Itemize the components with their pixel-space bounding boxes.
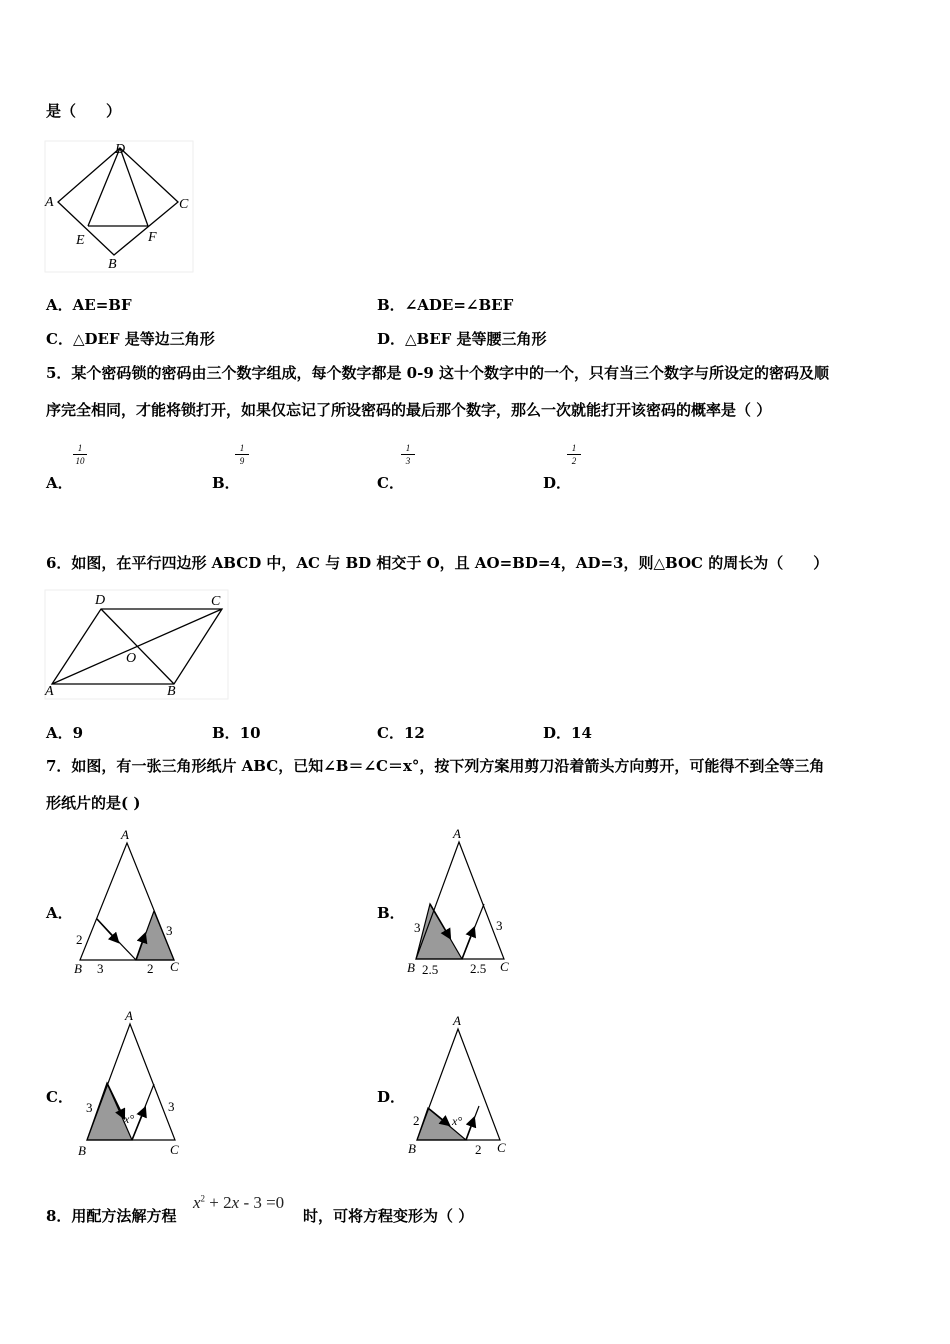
q5-fraction-b <box>235 443 249 466</box>
q4-figure <box>44 140 196 274</box>
label-side-ac: 3 <box>166 923 173 938</box>
numerator: 1 <box>571 443 577 453</box>
numerator: 1 <box>239 443 245 453</box>
q5-stem-line1: 5．某个密码锁的密码由三个数字组成，每个数字都是 0-9 这十个数字中的一个，只有当三个数字与所设定的密码及顺 <box>46 364 829 382</box>
option-letter: C． <box>46 330 73 348</box>
label-seg-2: 2 <box>147 961 154 976</box>
label-vertex-c: C <box>497 1140 506 1155</box>
option-text: 9 <box>72 724 84 742</box>
q7-figure-c <box>72 1006 192 1162</box>
q5-fraction-d <box>567 443 581 466</box>
q8-suffix: 时，可将方程变形为（ ） <box>303 1207 474 1225</box>
q4-label-e: E <box>76 233 85 248</box>
q6-figure <box>44 589 230 701</box>
q6-label-o: O <box>126 651 137 666</box>
q6-option-d[interactable] <box>543 722 592 743</box>
q6-option-a[interactable] <box>46 722 83 743</box>
label-seg-1: 2.5 <box>422 962 439 977</box>
q7-option-a[interactable]: A． <box>46 904 73 922</box>
label-side-ab: 3 <box>86 1100 93 1115</box>
label-seg: 2 <box>475 1142 482 1157</box>
q7-option-c[interactable]: C． <box>46 1088 73 1106</box>
label-vertex-c: C <box>500 959 509 974</box>
q5-stem-line2: 序完全相同，才能将锁打开，如果仅忘记了所设密码的最后那个数字，那么一次就能打开该密码的概率是（ ） <box>46 401 772 419</box>
q5-option-a[interactable]: A． <box>46 474 73 492</box>
label-vertex-c: C <box>170 1142 179 1157</box>
denominator: 9 <box>239 456 245 466</box>
label-vertex-a: A <box>453 1013 461 1028</box>
denominator: 3 <box>405 456 411 466</box>
label-vertex-b: B <box>74 961 82 976</box>
option-letter: C． <box>377 724 404 742</box>
option-text: 10 <box>239 724 261 742</box>
numerator: 1 <box>405 443 411 453</box>
eq-plus-two: + 2 <box>209 1193 232 1212</box>
label-side-ac: 3 <box>168 1099 175 1114</box>
label-seg-1: 3 <box>97 961 104 976</box>
q6-option-c[interactable] <box>377 722 425 743</box>
label-side-ac: 3 <box>496 918 503 933</box>
q4-option-c[interactable] <box>46 328 215 349</box>
label-angle-x: x° <box>452 1114 463 1128</box>
q8-prefix: 8．用配方法解方程 <box>46 1207 177 1225</box>
label-seg-2: 2.5 <box>470 961 487 976</box>
q7-figure-d <box>403 1012 523 1162</box>
eq-var-x: x <box>193 1193 201 1212</box>
q7-option-d[interactable]: D． <box>377 1088 406 1106</box>
label-vertex-a: A <box>121 827 129 842</box>
eq-tail: - 3 =0 <box>243 1193 285 1212</box>
option-text: △DEF 是等边三角形 <box>72 330 215 348</box>
q4-option-d[interactable] <box>377 328 547 349</box>
eq-var-x2: x <box>231 1193 240 1212</box>
option-letter: A． <box>46 724 73 742</box>
option-letter: B． <box>212 724 240 742</box>
q6-label-d: D <box>95 593 106 608</box>
numerator: 1 <box>77 443 83 453</box>
q4-stem-tail: 是（ ） <box>46 102 122 120</box>
q5-fraction-c <box>401 443 415 466</box>
q4-option-b[interactable] <box>377 294 513 315</box>
label-side-ab: 2 <box>76 932 83 947</box>
option-text: AE=BF <box>72 296 132 314</box>
q6-option-b[interactable] <box>212 722 261 743</box>
label-vertex-a: A <box>453 826 461 841</box>
option-letter: D． <box>377 330 406 348</box>
q5-option-d[interactable]: D． <box>543 474 572 492</box>
q7-figure-a <box>70 824 190 980</box>
q7-stem-line2: 形纸片的是( ) <box>46 794 141 812</box>
option-text: 14 <box>571 724 592 742</box>
q4-label-f: F <box>148 230 157 245</box>
q7-stem-line1: 7．如图，有一张三角形纸片 ABC，已知∠B＝∠C＝x°，按下列方案用剪刀沿着箭头方向剪开，可能得不到全等三角 <box>46 757 825 775</box>
eq-exponent: 2 <box>200 1193 206 1204</box>
label-angle-x: x° <box>124 1112 135 1126</box>
label-vertex-b: B <box>78 1143 86 1158</box>
q8-equation <box>193 1193 284 1213</box>
q6-label-a: A <box>45 684 54 699</box>
option-text: △BEF 是等腰三角形 <box>405 330 547 348</box>
option-text: ∠ADE=∠BEF <box>404 296 514 314</box>
option-letter: A． <box>46 296 73 314</box>
option-letter: B． <box>377 296 405 314</box>
label-vertex-c: C <box>170 959 179 974</box>
q5-option-c[interactable]: C． <box>377 474 404 492</box>
denominator: 2 <box>571 456 577 466</box>
q6-label-b: B <box>167 684 176 699</box>
q4-label-b: B <box>108 257 117 272</box>
q7-option-b[interactable]: B． <box>377 904 405 922</box>
q6-stem: 6．如图，在平行四边形 ABCD 中，AC 与 BD 相交于 O，且 AO=BD=4，AD=3，则△BOC 的周长为（ ） <box>46 554 829 572</box>
q4-label-d: D <box>115 142 126 157</box>
option-text: 12 <box>403 724 425 742</box>
q4-option-a[interactable] <box>46 294 132 315</box>
option-letter: D． <box>543 724 572 742</box>
label-vertex-a: A <box>125 1008 133 1023</box>
q7-figure-b <box>402 824 522 980</box>
label-vertex-b: B <box>408 1141 416 1156</box>
label-side-ab: 3 <box>414 920 421 935</box>
q4-label-a: A <box>45 195 54 210</box>
q5-fraction-a <box>73 443 87 466</box>
label-vertex-b: B <box>407 960 415 975</box>
denominator: 10 <box>75 456 85 466</box>
q5-option-b[interactable]: B． <box>212 474 240 492</box>
q6-label-c: C <box>211 594 221 609</box>
q4-label-c: C <box>179 197 189 212</box>
label-side-ab: 2 <box>413 1113 420 1128</box>
